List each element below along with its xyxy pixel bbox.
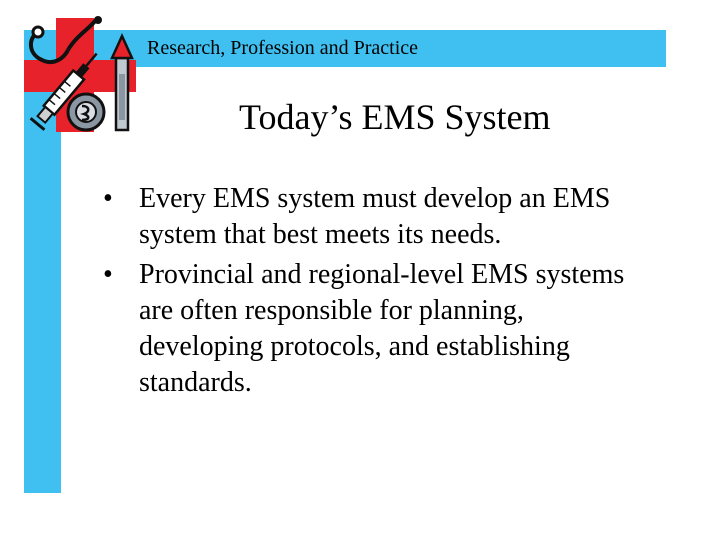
section-header: Research, Profession and Practice [147,37,419,59]
bullet-marker: • [103,183,113,214]
medical-clipart-icon [24,14,150,140]
bullet-text: Provincial and regional-level EMS systems are often responsible for planning, developing protocols, and establishing standards. [139,259,625,398]
slide-title: Today’s EMS System [239,97,551,137]
bullet-item [103,257,633,401]
bullet-text: Every EMS system must develop an EMS system that best meets its needs. [139,183,611,250]
bullet-list [103,181,633,405]
bullet-marker: • [103,259,113,290]
bullet-item [103,181,633,253]
